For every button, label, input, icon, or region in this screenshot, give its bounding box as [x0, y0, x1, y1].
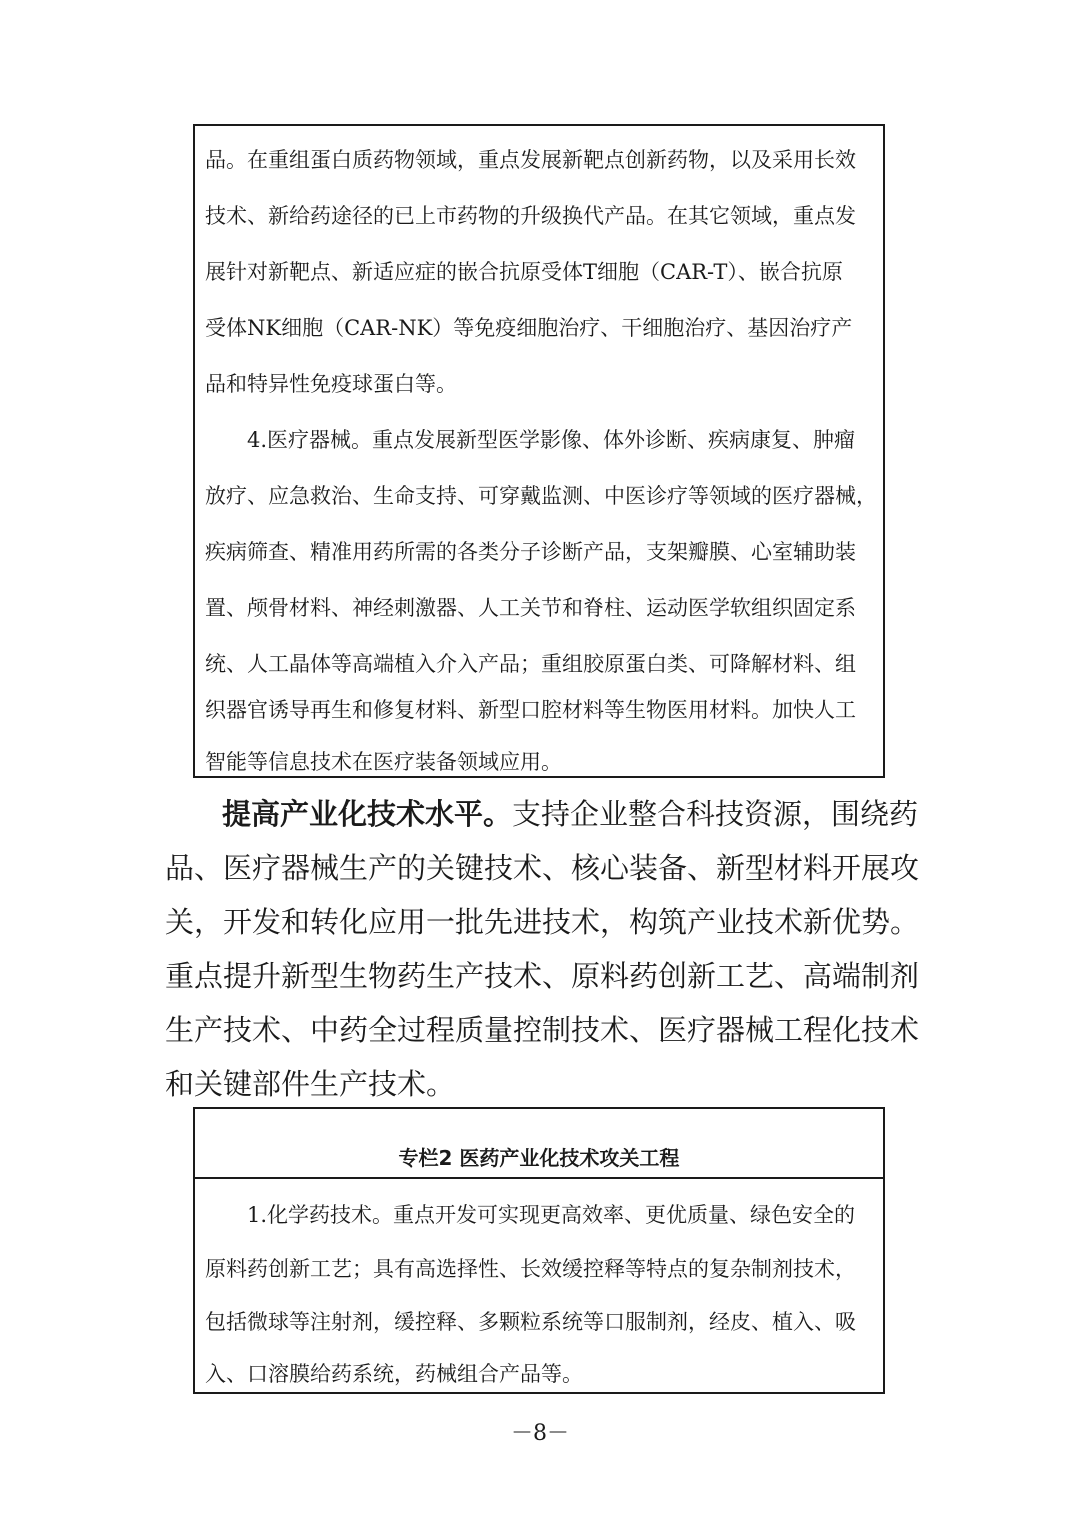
body-line: 品、医疗器械生产的关键技术、核心装备、新型材料开展攻 [165, 851, 920, 885]
column-box-1 [193, 124, 885, 778]
box1-line: 4.医疗器械。重点发展新型医学影像、体外诊断、疾病康复、肿瘤 [247, 428, 856, 452]
box1-line: 品。在重组蛋白质药物领域，重点发展新靶点创新药物，以及采用长效 [205, 148, 856, 172]
box1-line: 展针对新靶点、新适应症的嵌合抗原受体T细胞（CAR-T）、嵌合抗原 [205, 260, 843, 284]
body-line: 重点提升新型生物药生产技术、原料药创新工艺、高端制剂 [165, 959, 920, 993]
column-title: 专栏2 医药产业化技术攻关工程 [398, 1146, 680, 1170]
body-line: 和关键部件生产技术。 [165, 1067, 456, 1101]
page-number: －8－ [511, 1421, 569, 1446]
box2-line: 包括微球等注射剂，缓控释、多颗粒系统等口服制剂，经皮、植入、吸 [205, 1310, 856, 1334]
body-line: 关，开发和转化应用一批先进技术，构筑产业技术新优势。 [165, 905, 920, 939]
box1-line: 疾病筛查、精准用药所需的各类分子诊断产品，支架瓣膜、心室辅助装 [205, 540, 856, 564]
box1-line: 受体NK细胞（CAR-NK）等免疫细胞治疗、干细胞治疗、基因治疗产 [205, 316, 853, 340]
title-divider [195, 1177, 883, 1179]
box1-line: 智能等信息技术在医疗装备领域应用。 [205, 750, 562, 774]
box1-line: 技术、新给药途径的已上市药物的升级换代产品。在其它领域，重点发 [205, 204, 856, 228]
box1-line: 统、人工晶体等高端植入介入产品；重组胶原蛋白类、可降解材料、组 [205, 652, 856, 676]
box2-line: 原料药创新工艺；具有高选择性、长效缓控释等特点的复杂制剂技术， [205, 1257, 856, 1281]
box2-line: 入、口溶膜给药系统，药械组合产品等。 [205, 1362, 583, 1386]
paragraph-first-line-text: 支持企业整合科技资源，围绕药 [512, 797, 919, 831]
box1-line: 放疗、应急救治、生命支持、可穿戴监测、中医诊疗等领域的医疗器械， [205, 484, 877, 508]
box1-line: 织器官诱导再生和修复材料、新型口腔材料等生物医用材料。加快人工 [205, 698, 856, 722]
box1-line: 品和特异性免疫球蛋白等。 [205, 372, 457, 396]
body-paragraph-first-line [222, 794, 918, 834]
box2-line: 1.化学药技术。重点开发可实现更高效率、更优质量、绿色安全的 [247, 1203, 856, 1227]
body-line: 生产技术、中药全过程质量控制技术、医疗器械工程化技术 [165, 1013, 920, 1047]
paragraph-lead-heading: 提高产业化技术水平。 [222, 797, 513, 831]
box1-line: 置、颅骨材料、神经刺激器、人工关节和脊柱、运动医学软组织固定系 [205, 596, 856, 620]
column-box-2 [193, 1107, 885, 1394]
